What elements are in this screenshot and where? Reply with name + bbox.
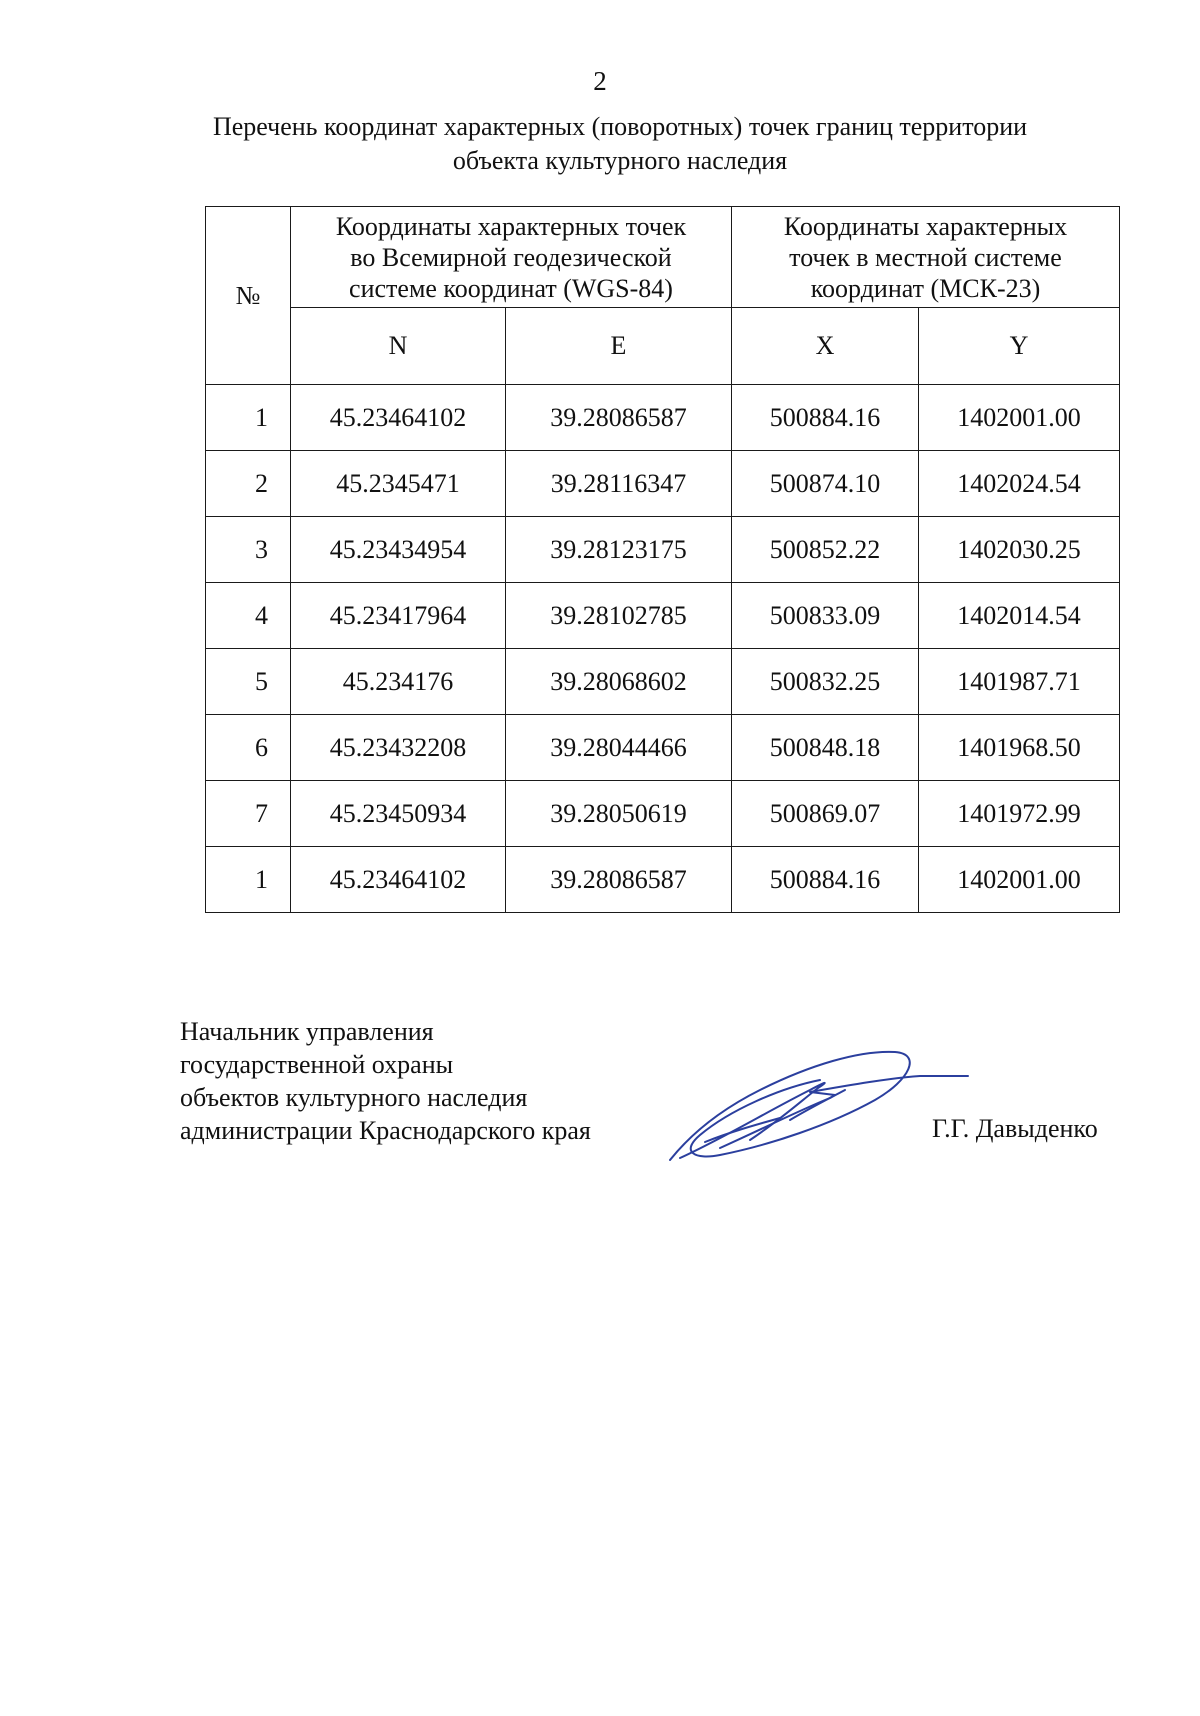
coord-x: 500832.25: [732, 649, 919, 715]
table-row: [206, 451, 1120, 517]
coord-x: 500869.07: [732, 781, 919, 847]
table-row: [206, 583, 1120, 649]
longitude-e: 39.28086587: [506, 385, 732, 451]
wgs84-header-line-1: Координаты характерных точек: [335, 211, 687, 241]
point-number: 5: [206, 649, 291, 715]
column-header-n: N: [291, 308, 506, 385]
coord-y: 1402001.00: [919, 847, 1120, 913]
point-number: 1: [206, 847, 291, 913]
msk23-group-header: [732, 207, 1120, 308]
position-line-4: администрации Краснодарского края: [180, 1116, 591, 1145]
document-title-line-1: Перечень координат характерных (поворотных) точек границ территории: [212, 112, 1028, 141]
coordinates-table: [205, 206, 1120, 913]
longitude-e: 39.28123175: [506, 517, 732, 583]
longitude-e: 39.28050619: [506, 781, 732, 847]
coord-y: 1401972.99: [919, 781, 1120, 847]
coord-x: 500884.16: [732, 847, 919, 913]
longitude-e: 39.28116347: [506, 451, 732, 517]
longitude-e: 39.28086587: [506, 847, 732, 913]
page-number: 2: [593, 66, 607, 96]
latitude-n: 45.23450934: [291, 781, 506, 847]
position-line-1: Начальник управления: [180, 1017, 434, 1046]
signatory-name: Г.Г. Давыденко: [932, 1114, 1098, 1143]
coord-x: 500848.18: [732, 715, 919, 781]
table-row: [206, 715, 1120, 781]
position-line-3: объектов культурного наследия: [180, 1083, 528, 1112]
coord-y: 1402014.54: [919, 583, 1120, 649]
msk23-header-line-1: Координаты характерных: [783, 211, 1068, 241]
table-row: [206, 847, 1120, 913]
latitude-n: 45.23434954: [291, 517, 506, 583]
point-number: 3: [206, 517, 291, 583]
coord-x: 500884.16: [732, 385, 919, 451]
latitude-n: 45.23432208: [291, 715, 506, 781]
msk23-header-line-2: точек в местной системе: [789, 242, 1062, 272]
number-column-header: №: [206, 207, 291, 385]
coord-x: 500852.22: [732, 517, 919, 583]
table-row: [206, 781, 1120, 847]
wgs84-header-line-2: во Всемирной геодезической: [350, 242, 672, 272]
coord-y: 1402030.25: [919, 517, 1120, 583]
signatory-position: [180, 1015, 591, 1147]
table-row: [206, 517, 1120, 583]
coord-y: 1402001.00: [919, 385, 1120, 451]
coord-x: 500874.10: [732, 451, 919, 517]
point-number: 1: [206, 385, 291, 451]
column-header-y: Y: [919, 308, 1120, 385]
coord-y: 1401987.71: [919, 649, 1120, 715]
latitude-n: 45.2345471: [291, 451, 506, 517]
document-title: [140, 110, 1100, 178]
point-number: 7: [206, 781, 291, 847]
table-row: [206, 649, 1120, 715]
point-number: 6: [206, 715, 291, 781]
latitude-n: 45.234176: [291, 649, 506, 715]
latitude-n: 45.23417964: [291, 583, 506, 649]
table-row: [206, 385, 1120, 451]
column-header-x: X: [732, 308, 919, 385]
column-header-e: E: [506, 308, 732, 385]
latitude-n: 45.23464102: [291, 385, 506, 451]
latitude-n: 45.23464102: [291, 847, 506, 913]
point-number: 4: [206, 583, 291, 649]
point-number: 2: [206, 451, 291, 517]
coord-y: 1402024.54: [919, 451, 1120, 517]
coord-y: 1401968.50: [919, 715, 1120, 781]
position-line-2: государственной охраны: [180, 1050, 454, 1079]
msk23-header-line-3: координат (МСК-23): [810, 273, 1041, 303]
wgs84-group-header: [291, 207, 732, 308]
coord-x: 500833.09: [732, 583, 919, 649]
longitude-e: 39.28102785: [506, 583, 732, 649]
longitude-e: 39.28068602: [506, 649, 732, 715]
longitude-e: 39.28044466: [506, 715, 732, 781]
document-title-line-2: объекта культурного наследия: [452, 146, 788, 175]
wgs84-header-line-3: системе координат (WGS-84): [349, 273, 673, 303]
handwritten-signature: [660, 1040, 980, 1170]
